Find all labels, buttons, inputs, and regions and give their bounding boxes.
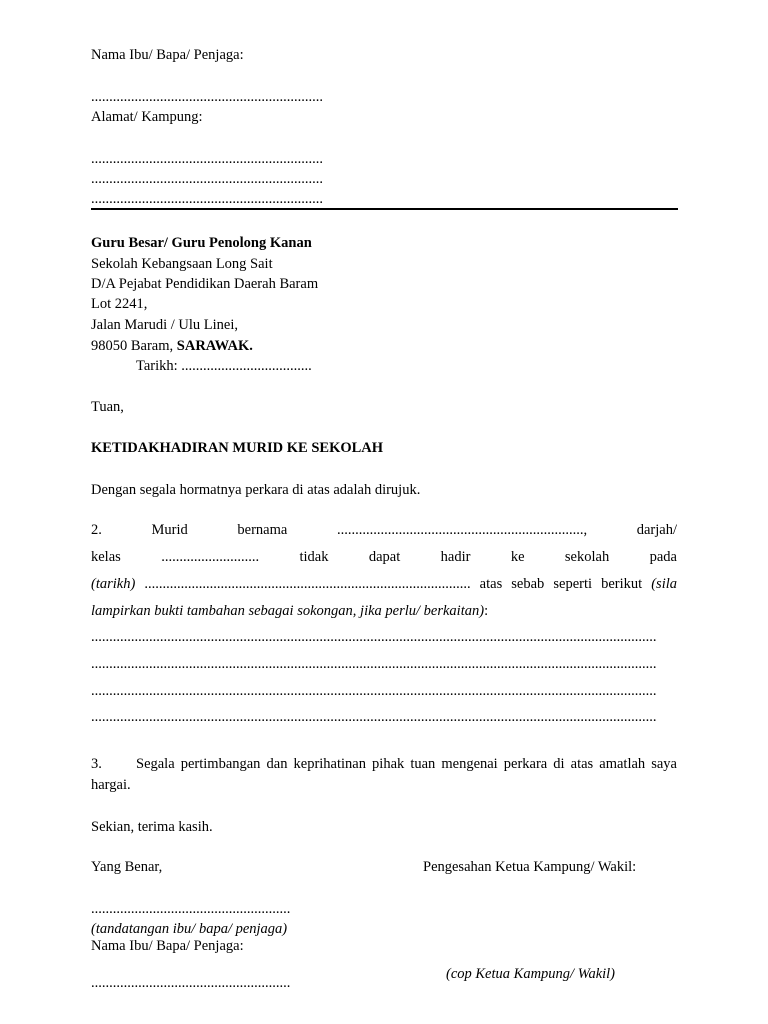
para2-word: hadir [440,549,471,565]
closing: Sekian, terima kasih. [91,819,213,835]
parent-name-dots: ................................................................ [91,89,323,105]
para2-word: sekolah [564,549,610,565]
recipient-state: SARAWAK. [176,338,253,354]
para2-row-4 [91,602,488,620]
header-divider [91,208,678,210]
address-label: Alamat/ Kampung: [91,109,203,125]
reason-dots-2: ............................................................................................................................................................ [91,656,657,672]
recipient-line-1: Sekolah Kebangsaan Long Sait [91,256,273,272]
para3-continuation: hargai. [91,777,131,793]
date-line: Tarikh: .................................... [136,358,312,374]
yours-truly: Yang Benar, [91,859,163,875]
student-name-blank: ...................................................................., [336,522,588,538]
para2-word: Murid [151,522,188,538]
subject-heading: KETIDAKHADIRAN MURID KE SEKOLAH [91,440,384,456]
reason-dots-3: ............................................................................................................................................................ [91,683,657,699]
salutation: Tuan, [91,399,124,415]
signature-label: (tandatangan ibu/ bapa/ penjaga) [91,921,288,937]
village-head-verification: Pengesahan Ketua Kampung/ Wakil: [423,859,637,875]
recipient-line-2: D/A Pejabat Pendidikan Daerah Baram [91,276,319,292]
para2-word: darjah/ [636,522,677,538]
stamp-label: (cop Ketua Kampung/ Wakil) [446,966,616,982]
para2-word: kelas [91,549,121,565]
para3-number: 3. [91,756,102,772]
para2-number: 2. [91,522,102,538]
signature-dots: ....................................................... [91,901,291,917]
parent-name-label: Nama Ibu/ Bapa/ Penjaga: [91,47,244,63]
para2-row-1 [91,521,677,539]
intro-paragraph: Dengan segala hormatnya perkara di atas adalah dirujuk. [91,482,421,498]
recipient-line-4: Jalan Marudi / Ulu Linei, [91,317,238,333]
date-hint: (tarikh) [91,576,136,592]
attachment-hint: lampirkan bukti tambahan sebagai sokongan, jika perlu/ berkaitan) [91,603,485,619]
para2-word: dapat [368,549,401,565]
class-blank: ........................... [161,549,260,565]
para2-word: bernama [237,522,288,538]
para2-row-2 [91,548,677,566]
para2-word: ke [510,549,525,565]
para2-row-3 [91,575,677,593]
date-reason-blank: .......................................................................................... atas sebab seperti berikut [135,576,652,592]
para2-word: tidak [299,549,329,565]
signer-name-label: Nama Ibu/ Bapa/ Penjaga: [91,938,244,954]
address-dots-3: ................................................................ [91,191,323,207]
recipient-line-3: Lot 2241, [91,296,148,312]
signer-name-dots: ....................................................... [91,975,291,991]
address-dots-2: ................................................................ [91,171,323,187]
recipient-title: Guru Besar/ Guru Penolong Kanan [91,235,312,251]
reason-dots-4: ............................................................................................................................................................ [91,709,657,725]
colon: : [484,603,489,619]
address-dots-1: ................................................................ [91,151,323,167]
para2-word: pada [649,549,677,565]
reason-dots-1: ............................................................................................................................................................ [91,629,657,645]
recipient-line-5 [91,337,253,355]
recipient-postcode: 98050 Baram, [91,338,177,354]
para3-text: Segala pertimbangan dan keprihatinan pihak tuan mengenai perkara di atas amatlah saya [136,756,677,772]
attachment-hint-start: (sila [651,576,677,592]
